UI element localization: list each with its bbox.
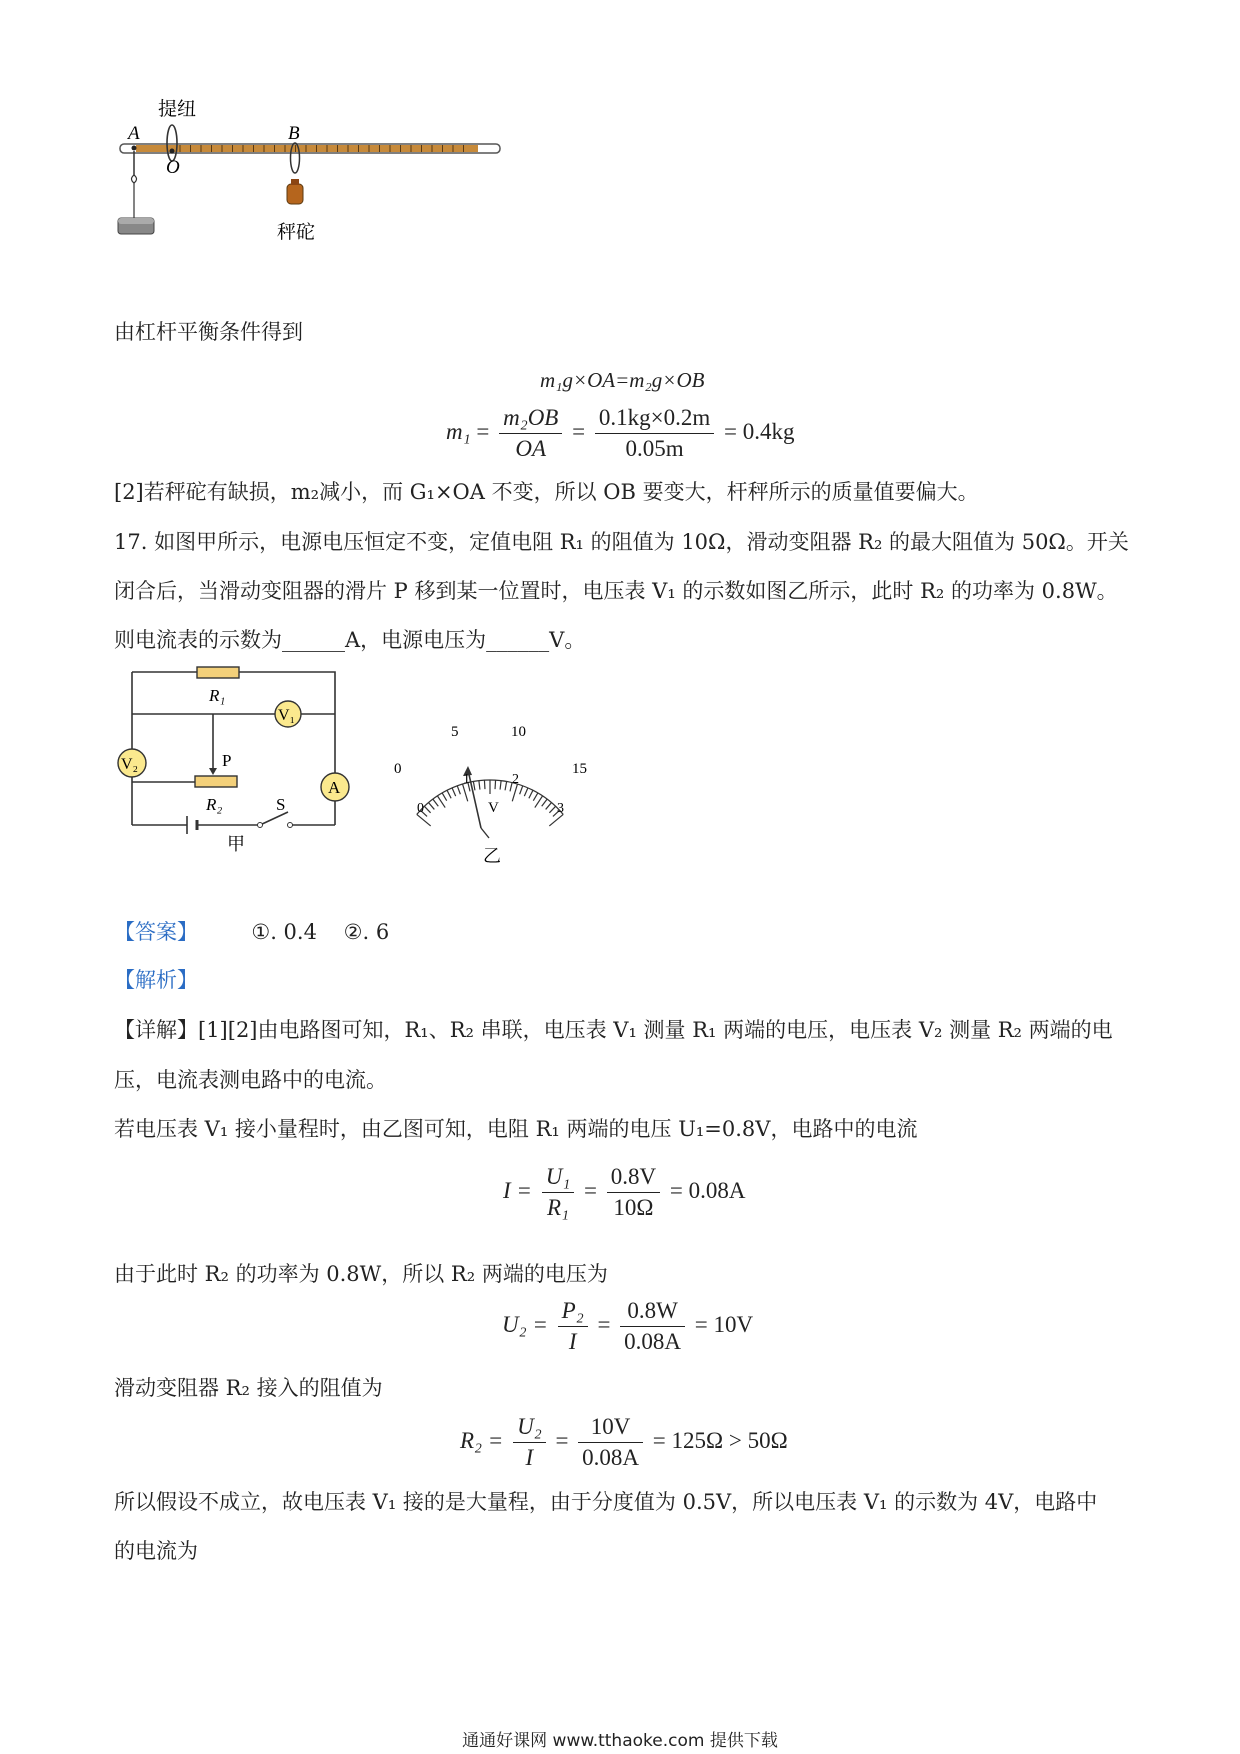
detail-6: 所以假设不成立，故电压表 V₁ 接的是大量程，由于分度值为 0.5V，所以电压表 V₁ 的示数为 4V，电路中: [114, 1490, 1098, 1514]
circuit-diagram: [110, 660, 370, 860]
dial-top-10: 10: [511, 724, 526, 740]
label-P: P: [222, 751, 232, 770]
dial-top-0: 0: [394, 761, 402, 777]
equation-1: m₁g×OA=m₂g×OB: [540, 368, 705, 392]
equation-5: R₂ = $\frac{\text{U₂}}{I}$ = $\frac{10V}{0.08A}$ = 125Ω > 50Ω: [460, 1414, 788, 1470]
q17-line3: 则电流表的示数为______A，电源电压为______V。: [114, 628, 586, 652]
label-O: O: [166, 157, 180, 178]
dial-top-5: 5: [451, 724, 459, 740]
answer-row: [114, 918, 389, 946]
label-R2: R₂: [206, 795, 223, 814]
detail-1: 【详解】[1][2]由电路图可知，R₁、R₂ 串联，电压表 V₁ 测量 R₁ 两端的电压，电压表 V₂ 测量 R₂ 两端的电: [114, 1018, 1113, 1042]
label-V1: V₁: [278, 707, 296, 724]
steelyard-figure: [110, 95, 510, 255]
dial-bottom-3: 3: [557, 801, 564, 816]
voltmeter-dial: [385, 700, 605, 870]
label-S: S: [276, 795, 286, 814]
detail-2: 压，电流表测电路中的电流。: [114, 1068, 387, 1092]
detail-4: 由于此时 R₂ 的功率为 0.8W，所以 R₂ 两端的电压为: [114, 1262, 608, 1286]
answer-values: ①. 0.4 ②. 6: [251, 920, 390, 944]
dial-unit: V: [488, 800, 499, 816]
q17-line2: 闭合后，当滑动变阻器的滑片 P 移到某一位置时，电压表 V₁ 的示数如图乙所示，此时 R₂ 的功率为 0.8W。: [114, 579, 1118, 603]
equation-2: m₁ = $\frac{\text{m₂OB}}{OA}$ = $\frac{0.1kg\times 0.2m}{0.05m}$ = 0.4kg: [446, 405, 795, 461]
label-chengtuo: 秤砣: [277, 221, 316, 243]
equation-4: U₂ = $\frac{\text{P₂}}{I}$ = $\frac{0.8W}{0.08A}$ = 10V: [502, 1298, 754, 1354]
caption-jia: 甲: [227, 834, 245, 855]
q17-line1: 17. 如图甲所示，电源电压恒定不变，定值电阻 R₁ 的阻值为 10Ω，滑动变阻器 R₂ 的最大阻值为 50Ω。开关: [114, 530, 1129, 554]
label-tiniu: 提纽: [158, 98, 197, 120]
detail-5: 滑动变阻器 R₂ 接入的阻值为: [114, 1376, 383, 1400]
note-2: [2]若秤砣有缺损，m₂减小，而 G₁×OA 不变，所以 OB 要变大，杆秤所示的质量值要偏大。: [114, 480, 979, 504]
footer: 通通好课网 www.tthaoke.com 提供下载: [462, 1731, 778, 1751]
equation-3: I = $\frac{\text{U₁}}{\text{R₁}}$ = $\frac{0.8V}{10\Omega}$ = 0.08A: [503, 1164, 746, 1220]
label-V2: V₂: [121, 756, 139, 773]
dial-bottom-0: 0: [417, 801, 424, 816]
caption-yi: 乙: [483, 846, 501, 867]
analysis-label: 【解析】: [114, 968, 198, 992]
detail-3: 若电压表 V₁ 接小量程时，由乙图可知，电阻 R₁ 两端的电压 U₁=0.8V，电路中的电流: [114, 1117, 918, 1141]
answer-label: 【答案】: [114, 920, 198, 944]
dial-bottom-2: 2: [512, 772, 519, 787]
dial-bottom-1: 1: [463, 772, 470, 787]
label-R1: R₁: [209, 686, 226, 705]
lever-intro: 由杠杆平衡条件得到: [114, 320, 303, 344]
detail-7: 的电流为: [114, 1539, 198, 1563]
label-B: B: [288, 123, 300, 144]
label-A: A: [128, 123, 140, 144]
dial-top-15: 15: [572, 761, 587, 777]
label-A-meter: A: [328, 778, 341, 797]
